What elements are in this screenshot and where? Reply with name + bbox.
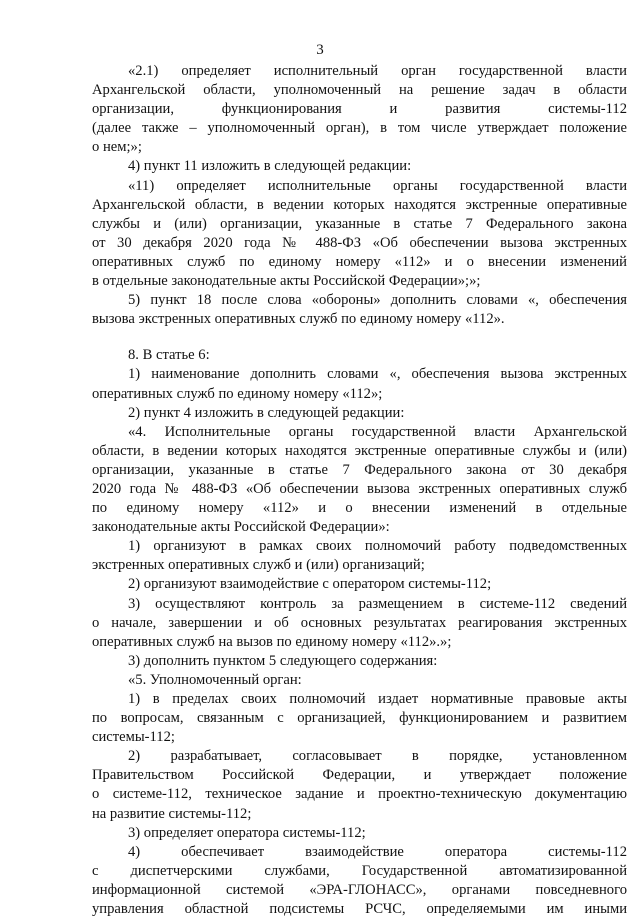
text-line: 5) пункт 18 после слова «обороны» дополнить словами «, обеспечения [128,292,627,309]
text-line: по единому номеру «112» и о внесении изменений в отдельные [92,500,627,517]
text-line: «5. Уполномоченный орган: [128,671,302,688]
text-line: службы и (или) организации, указанные в статье 7 Федерального закона [92,215,627,232]
text-line: 1) организуют в рамках своих полномочий работу подведомственных [128,538,627,555]
text-line: 2) организуют взаимодействие с оператором системы-112; [128,576,492,593]
text-line: в отдельные законодательные акты Российской Федерации»;»; [92,273,481,290]
text-line: управления областной подсистемы РСЧС, определяемыми им иными [92,901,627,918]
text-line: «11) определяет исполнительные органы государственной власти [128,177,627,194]
text-line: 2020 года № 488-ФЗ «Об обеспечении вызова экстренных оперативных служб [92,480,627,497]
text-line: на развитие системы-112; [92,805,252,822]
text-line: от 30 декабря 2020 года № 488-ФЗ «Об обеспечении вызова экстренных [92,234,627,251]
page-number: 3 [316,42,324,58]
text-line: организации, функционирования и развития системы-112 [92,101,627,118]
text-line: 4) обеспечивает взаимодействие оператора системы-112 [128,843,627,860]
text-line: 8. В статье 6: [128,347,210,364]
text-line: по вопросам, связанным с организацией, функционированием и развитием [92,710,627,727]
text-line: (далее также – уполномоченный орган), в том числе утверждает положение [92,120,627,137]
text-line: «4. Исполнительные органы государственной власти Архангельской [128,423,627,440]
text-line: 3) осуществляют контроль за размещением в системе-112 сведений [128,595,627,612]
text-line: 2) разрабатывает, согласовывает в порядке, установленном [128,748,627,765]
text-line: «2.1) определяет исполнительный орган государственной власти [128,63,627,79]
text-line: системы-112; [92,729,175,746]
text-line: оперативных служб по единому номеру «112» и о внесении изменений [92,253,627,270]
text-line: 1) в пределах своих полномочий издает нормативные правовые акты [128,691,627,707]
text-line: 3) дополнить пунктом 5 следующего содержания: [128,652,438,669]
text-line: оперативных служб по единому номеру «112»; [92,385,383,402]
text-line: Архангельской области, в ведении которых находятся экстренные оперативные [92,196,627,213]
text-line: Архангельской области, уполномоченный на решение задач в области [92,82,627,99]
text-line: 1) наименование дополнить словами «, обеспечения вызова экстренных [128,366,627,383]
text-line: Правительством Российской Федерации, и утверждает положение [92,767,627,784]
text-line: области, в ведении которых находятся экстренные оперативные службы и (или) [92,442,627,459]
text-line: о нем;»; [92,139,142,156]
text-line: 2) пункт 4 изложить в следующей редакции: [128,404,405,421]
text-line: о системе-112, техническое задание и проектно-техническую документацию [92,786,627,803]
text-line: 4) пункт 11 изложить в следующей редакции: [128,158,412,175]
text-line: с диспетчерскими службами, Государственной автоматизированной [92,862,627,879]
text-line: организации, указанные в статье 7 Федерального закона от 30 декабря [92,461,627,478]
text-line: экстренных оперативных служб и (или) организаций; [92,557,425,574]
text-line: оперативных служб на вызов по единому номеру «112».»; [92,633,452,650]
text-line: законодательные акты Российской Федерации»: [92,519,390,536]
text-line: вызова экстренных оперативных служб по единому номеру «112». [92,311,505,328]
document-body [92,62,627,919]
text-line: информационной системой «ЭРА-ГЛОНАСС», органами повседневного [92,881,627,898]
text-line: 3) определяет оператора системы-112; [128,824,366,841]
paragraph-gap [92,329,627,346]
text-line: о начале, завершении и об основных результатах реагирования экстренных [92,614,627,631]
